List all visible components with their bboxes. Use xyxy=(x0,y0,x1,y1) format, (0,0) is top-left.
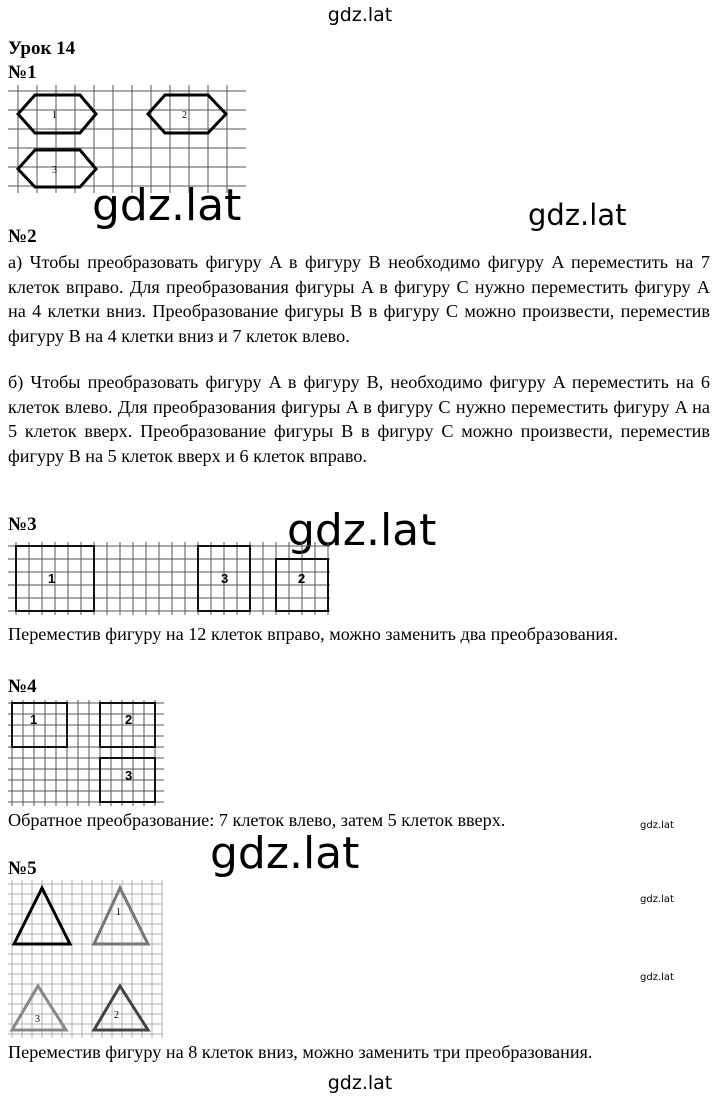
section-1-figure xyxy=(8,85,248,195)
section-3-figure xyxy=(8,542,333,617)
triangle-3-label: 3 xyxy=(35,1014,40,1025)
section-1-grid xyxy=(8,85,246,193)
hexagon-2 xyxy=(148,95,226,133)
section-2-label: №2 xyxy=(8,226,37,247)
hexagon-1 xyxy=(18,95,96,133)
section-2-part-a: а) Чтобы преобразовать фигуру A в фигуру B необходимо фигуру A переместить на 7 клеток вправо. Для преобразования фигуры A в фигуру C нужно переместить фигуру A на 4 клетки вниз. Преобразование фигуры B в фигуру C можно произвести, переместив фигуру B на 4 клетки вниз и 7 клеток влево. xyxy=(8,252,710,346)
square-4-1-label: 1 xyxy=(30,712,38,727)
section-2-part-b: б) Чтобы преобразовать фигуру A в фигуру B, необходимо фигуру A переместить на 6 клеток влево. Для преобразования фигуры A в фигуру C нужно переместить фигуру A на 5 клеток вверх. Преобразование фигуры B в фигуру C можно произвести, переместив фигуру B на 5 клеток вверх и 6 клеток вправо. xyxy=(8,372,710,466)
triangle-2-label: 2 xyxy=(114,1010,119,1021)
watermark-large-3: gdz.lat xyxy=(210,828,360,879)
hexagon-1-label: 1 xyxy=(52,110,57,121)
hexagon-3 xyxy=(18,150,96,187)
watermark-large-1: gdz.lat xyxy=(92,180,242,231)
watermark-bottom: gdz.lat xyxy=(327,1072,393,1094)
watermark-small-3: gdz.lat xyxy=(640,972,674,983)
triangle-1-label: 1 xyxy=(116,907,121,918)
watermark-small-2: gdz.lat xyxy=(640,894,674,905)
section-3-grid xyxy=(8,542,330,615)
watermark-medium-1: gdz.lat xyxy=(528,198,627,232)
watermark-small-1: gdz.lat xyxy=(640,820,674,831)
square-1-label: 1 xyxy=(48,571,56,586)
section-3-label: №3 xyxy=(8,514,37,535)
section-4-figure xyxy=(8,700,168,808)
section-5-label: №5 xyxy=(8,858,37,879)
hexagon-2-label: 2 xyxy=(182,110,187,121)
watermark-large-2: gdz.lat xyxy=(287,505,437,556)
section-4-text: Обратное преобразование: 7 клеток влево, затем 5 клеток вверх. xyxy=(8,810,506,830)
square-3-label: 3 xyxy=(221,571,229,586)
section-4-label: №4 xyxy=(8,676,37,697)
square-2-label: 2 xyxy=(298,571,306,586)
section-5-text: Переместив фигуру на 8 клеток вниз, можно заменить три преобразования. xyxy=(8,1042,593,1062)
lesson-title: Урок 14 xyxy=(8,38,76,59)
square-4-3-label: 3 xyxy=(125,768,133,783)
section-1-label: №1 xyxy=(8,62,37,83)
section-3-text: Переместив фигуру на 12 клеток вправо, можно заменить два преобразования. xyxy=(8,624,619,644)
square-4-2-label: 2 xyxy=(125,712,133,727)
section-5-figure xyxy=(8,880,168,1040)
watermark-top: gdz.lat xyxy=(327,4,393,26)
hexagon-3-label: 3 xyxy=(52,165,57,176)
